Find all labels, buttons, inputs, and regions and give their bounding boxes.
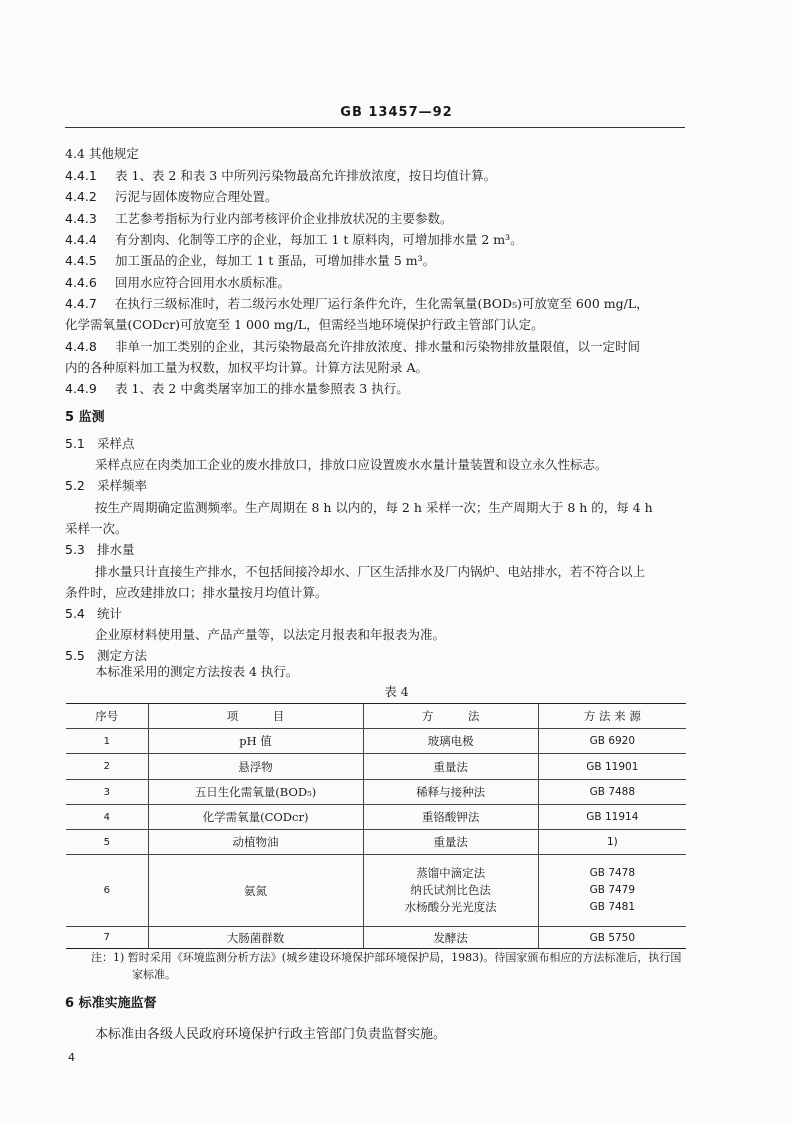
cell-no: 2: [66, 754, 148, 780]
clause-text: 回用水应符合回用水水质标准。: [115, 275, 291, 290]
cell-method: 重铬酸钾法: [363, 805, 538, 830]
footnote-text: 注：1) 暂时采用《环境监测分析方法》(城乡建设环境保护部环境保护局，1983)。待国家颁布相应的方法标准后，执行国家标准。: [91, 951, 682, 981]
clause-title: 采样点: [97, 436, 135, 451]
clause-4-4-8-continued: 内的各种原料加工量为权数，加权平均计算。计算方法见附录 A。: [65, 360, 429, 375]
table-row: [66, 830, 686, 855]
clause-4-4-8: [65, 339, 685, 355]
cell-item: 动植物油: [148, 830, 363, 855]
clause-number: 5.3: [65, 542, 85, 557]
column-header-item: 项 目: [148, 704, 363, 729]
clause-5-3-body-line1: 排水量只计直接生产排水，不包括间接冷却水、厂区生活排水及厂内锅炉、电站排水，若不符合以上: [95, 564, 646, 579]
table-footnote: [91, 949, 691, 983]
clause-number: 4.4.1: [65, 168, 97, 183]
clause-number: 4.4.9: [65, 381, 97, 396]
clause-number: 4.4.2: [65, 189, 97, 204]
clause-text: 在执行三级标准时，若二级污水处理厂运行条件允许，生化需氧量(BOD₅)可放宽至 600 mg/L，: [115, 296, 649, 311]
header-rule: [65, 127, 685, 128]
clause-number: 5.1: [65, 436, 85, 451]
clause-5-5-body: 本标准采用的测定方法按表 4 执行。: [95, 664, 299, 679]
cell-no: 3: [66, 780, 148, 805]
cell-item: 大肠菌群数: [148, 927, 363, 949]
clause-4-4-5: [65, 253, 685, 269]
clause-text: 有分割肉、化制等工序的企业，每加工 1 t 原料肉，可增加排水量 2 m³。: [115, 232, 523, 247]
cell-no: 5: [66, 830, 148, 855]
table-row: [66, 729, 686, 754]
cell-no: 6: [66, 855, 148, 927]
cell-source: 1): [538, 830, 686, 855]
column-header-source: 方 法 来 源: [538, 704, 686, 729]
clause-number: 4.4.4: [65, 232, 97, 247]
cell-method: 重量法: [363, 830, 538, 855]
table-4-caption: 表 4: [384, 684, 409, 699]
cell-no: 4: [66, 805, 148, 830]
clause-number: 5.2: [65, 478, 85, 493]
clause-number: 5.5: [65, 648, 85, 663]
cell-method: 重量法: [363, 754, 538, 780]
clause-number: 4.4.3: [65, 211, 97, 226]
clause-5-1-body: 采样点应在肉类加工企业的废水排放口，排放口应设置废水水量计量装置和设立永久性标志。: [95, 457, 608, 472]
clause-4-4-9: [65, 381, 685, 397]
clause-5-4-title: [65, 606, 685, 622]
clause-5-4-body: 企业原材料使用量、产品产量等，以法定月报表和年报表为准。: [95, 627, 446, 642]
table-row: [66, 805, 686, 830]
cell-source: GB 6920: [538, 729, 686, 754]
cell-item: 五日生化需氧量(BOD₅): [148, 780, 363, 805]
section-6-body: 本标准由各级人民政府环境保护行政主管部门负责监督实施。: [95, 1027, 447, 1042]
clause-number: 5.4: [65, 606, 85, 621]
clause-4-4-3: [65, 211, 685, 227]
column-header-method: 方 法: [363, 704, 538, 729]
section-6-heading: 6 标准实施监督: [65, 996, 157, 1011]
clause-5-5-title: [65, 648, 685, 664]
cell-method: 玻璃电极: [363, 729, 538, 754]
clause-4-4-4: [65, 232, 685, 248]
clause-5-1-title: [65, 436, 685, 452]
table-row: [66, 927, 686, 949]
clause-number: 4.4.7: [65, 296, 97, 311]
method-line: 纳氏试剂比色法: [410, 883, 491, 897]
table-4: [66, 703, 686, 949]
cell-method: 发酵法: [363, 927, 538, 949]
clause-5-2-title: [65, 478, 685, 494]
clause-number: 4.4.8: [65, 339, 97, 354]
clause-4-4-6: [65, 275, 685, 291]
cell-item: 氨氮: [148, 855, 363, 927]
cell-no: 7: [66, 927, 148, 949]
cell-item: 悬浮物: [148, 754, 363, 780]
clause-title: 排水量: [97, 542, 135, 557]
clause-5-3-body-line2: 条件时，应改建排放口；排水量按月均值计算。: [65, 585, 328, 600]
clause-text: 表 1、表 2 和表 3 中所列污染物最高允许排放浓度，按日均值计算。: [115, 168, 497, 183]
table-row: [66, 754, 686, 780]
cell-method-multi: [363, 855, 538, 927]
table-header-row: [66, 704, 686, 729]
column-header-no: 序号: [66, 704, 148, 729]
clause-number: 4.4.6: [65, 275, 97, 290]
source-line: GB 7479: [589, 884, 636, 896]
section-4-4-heading: 4.4 其他规定: [65, 146, 139, 161]
clause-number: 4.4.5: [65, 253, 97, 268]
cell-source: GB 11901: [538, 754, 686, 780]
clause-4-4-7-continued: 化学需氧量(CODcr)可放宽至 1 000 mg/L，但需经当地环境保护行政主管部门认定。: [65, 317, 544, 332]
clause-4-4-2: [65, 189, 685, 205]
clause-text: 工艺参考指标为行业内部考核评价企业排放状况的主要参数。: [115, 211, 453, 226]
source-line: GB 7478: [589, 867, 636, 879]
source-line: GB 7481: [589, 901, 636, 913]
clause-5-2-body-line2: 采样一次。: [65, 521, 128, 536]
cell-source: GB 5750: [538, 927, 686, 949]
clause-title: 采样频率: [97, 478, 148, 493]
section-5-heading: 5 监测: [65, 410, 105, 425]
method-line: 蒸馏中滴定法: [416, 866, 486, 880]
cell-source-multi: [538, 855, 686, 927]
clause-5-3-title: [65, 542, 685, 558]
clause-title: 测定方法: [97, 648, 148, 663]
page-number: 4: [68, 1051, 75, 1064]
table-row: [66, 855, 686, 927]
cell-source: GB 7488: [538, 780, 686, 805]
method-line: 水杨酸分光光度法: [404, 900, 497, 914]
cell-source: GB 11914: [538, 805, 686, 830]
clause-text: 表 1、表 2 中禽类屠宰加工的排水量参照表 3 执行。: [115, 381, 409, 396]
clause-4-4-7: [65, 296, 685, 312]
cell-no: 1: [66, 729, 148, 754]
clause-text: 污泥与固体废物应合理处置。: [115, 189, 278, 204]
clause-5-2-body-line1: 按生产周期确定监测频率。生产周期在 8 h 以内的，每 2 h 采样一次；生产周期大于 8 h 的，每 4 h: [95, 500, 653, 515]
clause-text: 非单一加工类别的企业，其污染物最高允许排放浓度、排水量和污染物排放量限值，以一定时间: [115, 339, 641, 354]
table-row: [66, 780, 686, 805]
clause-text: 加工蛋品的企业，每加工 1 t 蛋品，可增加排水量 5 m³。: [115, 253, 436, 268]
clause-4-4-1: [65, 168, 685, 184]
cell-method: 稀释与接种法: [363, 780, 538, 805]
page-header: GB 13457—92: [340, 105, 453, 120]
clause-title: 统计: [97, 606, 123, 621]
cell-item: 化学需氧量(CODcr): [148, 805, 363, 830]
cell-item: pH 值: [148, 729, 363, 754]
